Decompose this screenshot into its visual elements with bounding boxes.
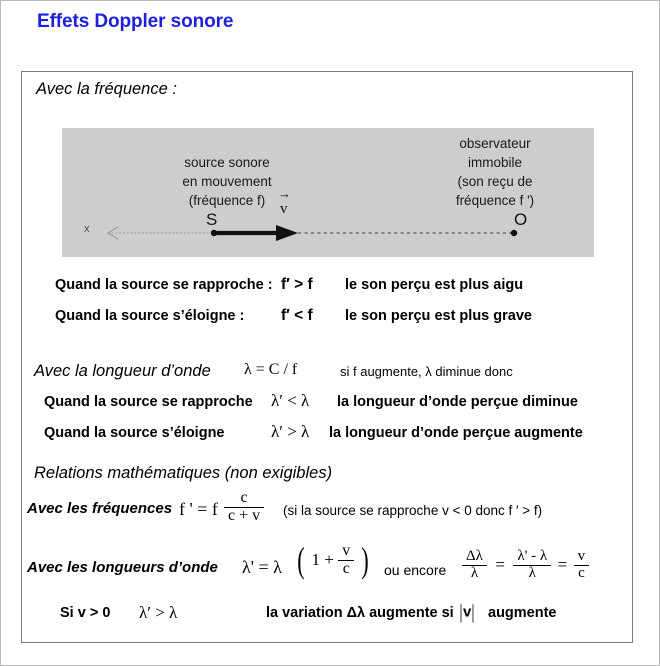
math-freq-frac-numerator: c xyxy=(240,489,248,506)
figure-observer-point-label: O xyxy=(514,210,528,229)
math-wave-frac-1-numerator: Δλ xyxy=(466,548,483,564)
section2-formula: λ = C / f xyxy=(244,361,298,378)
figure-axis-label-x: x xyxy=(84,223,90,235)
math-wave-chained-fractions xyxy=(462,549,589,581)
freq-row-0-condition: Quand la source se rapproche : xyxy=(55,277,273,293)
math-wave-frac-1 xyxy=(462,549,487,581)
figure-source-line-3: (fréquence f) xyxy=(188,193,266,208)
abs-bar-left: | xyxy=(459,601,463,623)
figure-source-line-2: en mouvement xyxy=(182,174,272,189)
doppler-diagram xyxy=(62,128,594,257)
final-row-consequence-pre: la variation Δλ augmente si xyxy=(266,605,454,621)
math-wave-frac-2-denominator: λ xyxy=(513,565,551,582)
math-wave-paren-close: ) xyxy=(360,539,369,580)
wave-row-1-condition: Quand la source s’éloigne xyxy=(44,425,225,441)
figure-velocity-label: v xyxy=(280,201,288,217)
math-wave-equals-2: = xyxy=(557,555,568,575)
math-wave-label: Avec les longueurs d’onde xyxy=(27,559,218,576)
math-wave-frac-2-numerator: λ' - λ xyxy=(517,548,548,564)
velocity-arrow-head xyxy=(276,225,298,241)
section-heading-longueur-onde: Avec la longueur d’onde xyxy=(34,362,211,380)
math-wave-parenthesized-group xyxy=(295,539,371,580)
math-wave-frac-3-numerator: v xyxy=(577,548,586,564)
freq-row-1-consequence: le son perçu est plus grave xyxy=(345,308,532,324)
figure-observer-line-2: immobile xyxy=(467,155,522,170)
wave-row-1-consequence: la longueur d’onde perçue augmente xyxy=(329,425,583,441)
figure-source-line-1: source sonore xyxy=(184,155,270,170)
math-freq-note: (si la source se rapproche v < 0 donc f ′ > f) xyxy=(283,503,543,518)
final-row-absolute-value xyxy=(459,601,475,624)
final-row-relation: λ′ > λ xyxy=(139,603,178,622)
math-wave-connector: ou encore xyxy=(384,562,447,578)
math-wave-inner-fraction xyxy=(338,543,354,577)
figure-observer-line-4: fréquence f ') xyxy=(455,193,535,208)
wave-row-0-relation: λ′ < λ xyxy=(271,391,310,410)
wave-row-1-relation: λ′ > λ xyxy=(271,422,310,441)
wave-row-0-consequence: la longueur d’onde perçue diminue xyxy=(337,394,578,410)
final-row-condition: Si v > 0 xyxy=(60,605,111,621)
figure-velocity-arrow-overbar: → xyxy=(278,186,291,201)
final-row-consequence-post: augmente xyxy=(488,605,557,621)
freq-row-1-relation: f′ < f xyxy=(281,307,313,324)
math-freq-fraction xyxy=(224,490,264,524)
math-wave-equals-1: = xyxy=(495,555,505,575)
math-wave-frac-1-denominator: λ xyxy=(462,565,487,582)
math-wave-inner-frac-denominator: c xyxy=(338,560,354,578)
math-wave-lhs: λ' = λ xyxy=(242,557,282,577)
math-freq-label: Avec les fréquences xyxy=(27,500,173,517)
observer-point-dot xyxy=(511,230,517,236)
freq-row-0-relation: f′ > f xyxy=(281,276,313,293)
figure-observer-line-1: observateur xyxy=(459,136,531,151)
math-wave-frac-2 xyxy=(513,549,551,581)
final-row-consequence-abs: v xyxy=(463,603,472,621)
math-wave-paren-open: ( xyxy=(297,539,305,580)
math-wave-inner-frac-numerator: v xyxy=(342,542,351,559)
wave-row-0-condition: Quand la source se rapproche xyxy=(44,394,253,410)
section2-note: si f augmente, λ diminue donc xyxy=(340,364,513,379)
section-heading-relations: Relations mathématiques (non exigibles) xyxy=(34,464,333,482)
math-wave-frac-3 xyxy=(574,549,590,581)
freq-row-1-condition: Quand la source s’éloigne : xyxy=(55,308,245,324)
abs-bar-right: | xyxy=(471,601,475,623)
math-wave-frac-3-denominator: c xyxy=(574,565,590,582)
freq-row-0-consequence: le son perçu est plus aigu xyxy=(345,277,524,293)
math-wave-inner-one: 1 + xyxy=(311,550,334,570)
math-freq-frac-denominator: c + v xyxy=(224,507,264,525)
math-freq-lhs: f ' = f xyxy=(179,499,218,519)
page-title: Effets Doppler sonore xyxy=(37,11,234,32)
figure-axis-svg xyxy=(62,128,594,257)
section-heading-frequence: Avec la fréquence : xyxy=(36,80,177,98)
figure-source-point-label: S xyxy=(206,210,218,229)
figure-observer-line-3: (son reçu de xyxy=(457,174,533,189)
content-panel xyxy=(21,71,633,643)
